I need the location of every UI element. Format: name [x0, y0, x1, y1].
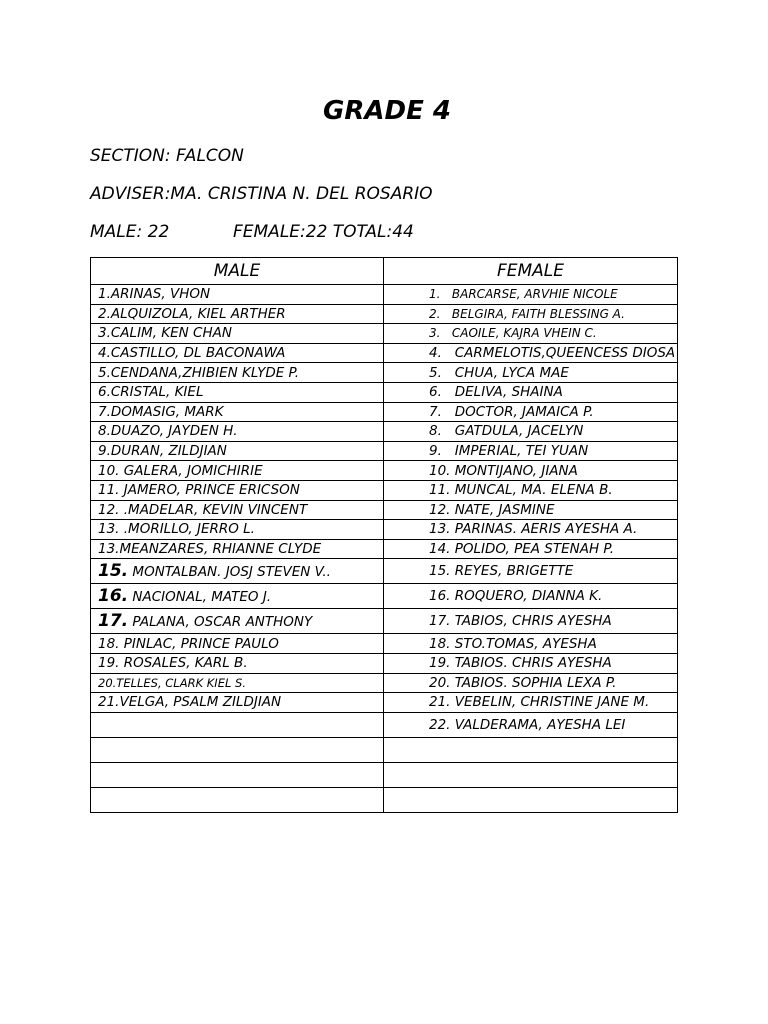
female-student-cell: 6. DELIVA, SHAINA [384, 382, 678, 402]
male-student-cell: 11. JAMERO, PRINCE ERICSON [91, 480, 384, 500]
female-student-cell: 2. BELGIRA, FAITH BLESSING A. [384, 304, 678, 324]
female-student-cell: 10. MONTIJANO, JIANA [384, 461, 678, 481]
male-student-cell: 13. .MORILLO, JERRO L. [91, 520, 384, 540]
counts-line [90, 222, 414, 242]
male-student-cell: 4.CASTILLO, DL BACONAWA [91, 343, 384, 363]
table-row [91, 520, 678, 540]
student-number: 17. [98, 611, 129, 632]
female-header: FEMALE [384, 258, 678, 285]
male-header: MALE [91, 258, 384, 285]
table-row [91, 324, 678, 344]
table-row [91, 382, 678, 402]
female-student-cell: 16. ROQUERO, DIANNA K. [384, 584, 678, 609]
male-student-cell: 1.ARINAS, VHON [91, 285, 384, 305]
female-student-cell: 4. CARMELOTIS,QUEENCESS DIOSA [384, 343, 678, 363]
student-rows [91, 285, 678, 813]
table-row [91, 343, 678, 363]
table-row [91, 304, 678, 324]
male-student-cell [91, 712, 384, 737]
male-student-cell [91, 762, 384, 787]
table-row [91, 653, 678, 673]
table-row [91, 441, 678, 461]
female-student-cell: 1. BARCARSE, ARVHIE NICOLE [384, 285, 678, 305]
table-row [91, 559, 678, 584]
female-student-cell: 19. TABIOS. CHRIS AYESHA [384, 653, 678, 673]
student-name: PALANA, OSCAR ANTHONY [128, 614, 313, 631]
male-student-cell: 21.VELGA, PSALM ZILDJIAN [91, 693, 384, 713]
female-student-cell: 18. STO.TOMAS, AYESHA [384, 634, 678, 654]
female-total-count: FEMALE:22 TOTAL:44 [233, 222, 414, 242]
female-student-cell: 17. TABIOS, CHRIS AYESHA [384, 609, 678, 634]
student-table [90, 257, 678, 813]
table-row [91, 634, 678, 654]
male-student-cell: 13.MEANZARES, RHIANNE CLYDE [91, 539, 384, 559]
male-student-cell [91, 787, 384, 812]
female-student-cell: 12. NATE, JASMINE [384, 500, 678, 520]
table-row [91, 673, 678, 693]
male-student-cell [91, 559, 384, 584]
table-row [91, 539, 678, 559]
male-student-cell: 19. ROSALES, KARL B. [91, 653, 384, 673]
student-number: 16. [98, 586, 129, 607]
male-student-cell: 20.TELLES, CLARK KIEL S. [91, 673, 384, 693]
table-row [91, 787, 678, 812]
female-student-cell: 20. TABIOS. SOPHIA LEXA P. [384, 673, 678, 693]
table-row [91, 609, 678, 634]
female-student-cell [384, 762, 678, 787]
female-student-cell: 11. MUNCAL, MA. ELENA B. [384, 480, 678, 500]
male-student-cell [91, 584, 384, 609]
male-student-cell: 7.DOMASIG, MARK [91, 402, 384, 422]
male-count: MALE: 22 [90, 222, 170, 242]
female-student-cell: 15. REYES, BRIGETTE [384, 559, 678, 584]
male-student-cell: 3.CALIM, KEN CHAN [91, 324, 384, 344]
male-student-cell: 9.DURAN, ZILDJIAN [91, 441, 384, 461]
female-student-cell [384, 737, 678, 762]
table-row [91, 762, 678, 787]
table-row [91, 584, 678, 609]
table-row [91, 737, 678, 762]
male-student-cell: 12. .MADELAR, KEVIN VINCENT [91, 500, 384, 520]
adviser-line: ADVISER:MA. CRISTINA N. DEL ROSARIO [90, 184, 433, 204]
table-row [91, 712, 678, 737]
table-row [91, 693, 678, 713]
male-student-cell: 10. GALERA, JOMICHIRIE [91, 461, 384, 481]
male-student-cell: 18. PINLAC, PRINCE PAULO [91, 634, 384, 654]
male-student-cell [91, 737, 384, 762]
female-student-cell: 21. VEBELIN, CHRISTINE JANE M. [384, 693, 678, 713]
male-student-cell [91, 609, 384, 634]
female-student-cell: 8. GATDULA, JACELYN [384, 422, 678, 442]
student-number: 15. [98, 561, 129, 582]
student-name: NACIONAL, MATEO J. [128, 589, 272, 606]
table-row [91, 402, 678, 422]
table-row [91, 285, 678, 305]
student-name: MONTALBAN. JOSJ STEVEN V.. [128, 564, 331, 581]
female-student-cell: 22. VALDERAMA, AYESHA LEI [384, 712, 678, 737]
male-student-cell: 5.CENDANA,ZHIBIEN KLYDE P. [91, 363, 384, 383]
table-row [91, 500, 678, 520]
female-student-cell: 14. POLIDO, PEA STENAH P. [384, 539, 678, 559]
female-student-cell: 9. IMPERIAL, TEI YUAN [384, 441, 678, 461]
male-student-cell: 8.DUAZO, JAYDEN H. [91, 422, 384, 442]
male-student-cell: 2.ALQUIZOLA, KIEL ARTHER [91, 304, 384, 324]
female-student-cell [384, 787, 678, 812]
table-header-row [91, 258, 678, 285]
table-row [91, 480, 678, 500]
section-line: SECTION: FALCON [90, 146, 244, 166]
female-student-cell: 5. CHUA, LYCA MAE [384, 363, 678, 383]
table-row [91, 363, 678, 383]
female-student-cell: 7. DOCTOR, JAMAICA P. [384, 402, 678, 422]
page-title: GRADE 4 [323, 96, 451, 126]
table-row [91, 422, 678, 442]
female-student-cell: 13. PARINAS. AERIS AYESHA A. [384, 520, 678, 540]
table-row [91, 461, 678, 481]
male-student-cell: 6.CRISTAL, KIEL [91, 382, 384, 402]
female-student-cell: 3. CAOILE, KAJRA VHEIN C. [384, 324, 678, 344]
